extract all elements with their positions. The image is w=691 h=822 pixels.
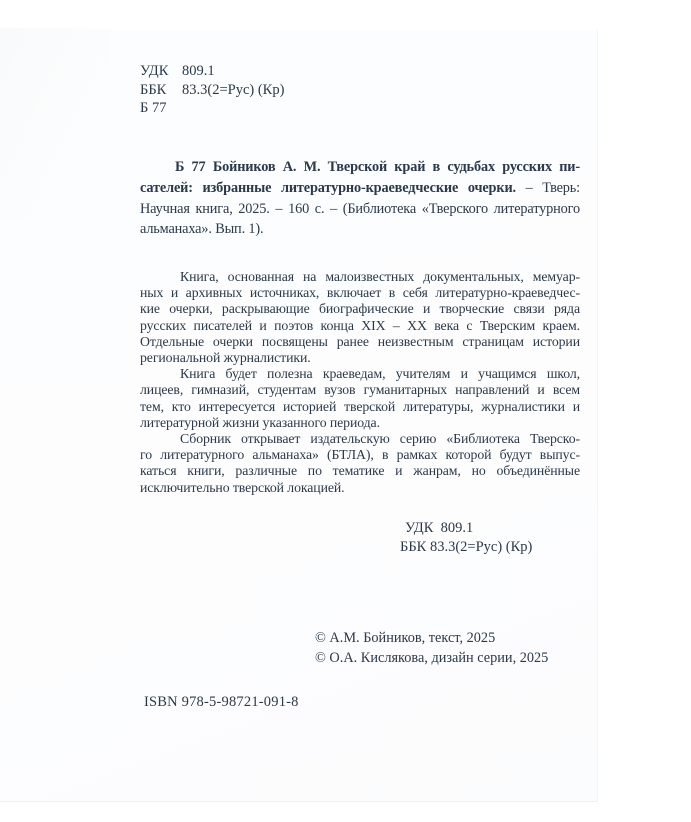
udk-row — [140, 62, 284, 81]
biblio-line: альманаха». Вып. 1). — [140, 221, 264, 238]
udk-label: УДК — [140, 63, 169, 79]
author-code: Б 77 — [140, 100, 167, 116]
bbk-value: 83.3(2=Рус) (Кр) — [182, 81, 285, 98]
bbk-row — [140, 81, 284, 100]
udk-bottom-line: УДК 809.1 — [405, 520, 474, 536]
annotation-line: тем, кто интересуется историей тверской литературы, журналистики и — [140, 398, 580, 414]
copyright-line-designer: © О.А. Кислякова, дизайн серии, 2025 — [315, 650, 549, 667]
annotation-line: кие очерки, раскрывающие биографические и творческие связи ряда — [140, 301, 580, 317]
bbk-bottom-line: ББК 83.3(2=Рус) (Кр) — [400, 538, 533, 555]
biblio-bold-text: Б 77 Бойников А. М. Тверской край в судьбах русских пи- — [175, 159, 580, 175]
annotation-line: Сборник открывает издательскую серию «Библиотека Тверско- — [180, 431, 580, 447]
udk-value: 809.1 — [182, 63, 215, 79]
annotation-line: ных и архивных источниках, включает в себя литературно-краеведчес- — [140, 285, 580, 301]
udk-bbk-bottom-block — [400, 519, 532, 556]
annotation-line: Отдельные очерки посвящены ранее неизвестным страницам истории — [140, 333, 580, 349]
biblio-bold-text: сателей: избранные литературно-краеведческие очерки. — [140, 179, 516, 196]
biblio-regular-text: – Тверь: — [515, 179, 581, 196]
biblio-line: Научная книга, 2025. – 160 с. – (Библиотека «Тверского литературного — [140, 200, 580, 217]
annotation-line: региональной журналистики. — [140, 350, 311, 366]
biblio-line — [140, 157, 580, 178]
annotation-line: русских писателей и поэтов конца XIX – XX века с Тверским краем. — [140, 317, 580, 333]
bbk-label: ББК — [140, 81, 167, 98]
annotation-line: исключительно тверской локацией. — [140, 479, 345, 495]
copyright-line-author: © А.М. Бойников, текст, 2025 — [315, 630, 496, 646]
isbn-line: ISBN 978-5-98721-091-8 — [144, 694, 299, 710]
annotation-line: каться книги, различные по тематике и жанрам, но объединённые — [140, 463, 580, 479]
annotation-line: литературной жизни указанного периода. — [140, 414, 380, 430]
annotation-text — [140, 269, 580, 496]
bibliographic-record — [140, 157, 580, 240]
annotation-line: Книга будет полезна краеведам, учителям и учащимся школ, — [180, 366, 580, 382]
annotation-line: го литературного альманаха» (БТЛА), в рамках которой будут выпус- — [140, 447, 580, 463]
annotation-line: Книга, основанная на малоизвестных документальных, мемуар- — [180, 269, 580, 284]
udk-bbk-top-block — [140, 62, 284, 118]
copyright-block — [315, 628, 548, 669]
scan-corner-shade — [0, 28, 110, 218]
biblio-line — [140, 178, 580, 199]
annotation-line: лицеев, гимназий, студентам вузов гуманитарных направлений и всем — [140, 382, 580, 398]
